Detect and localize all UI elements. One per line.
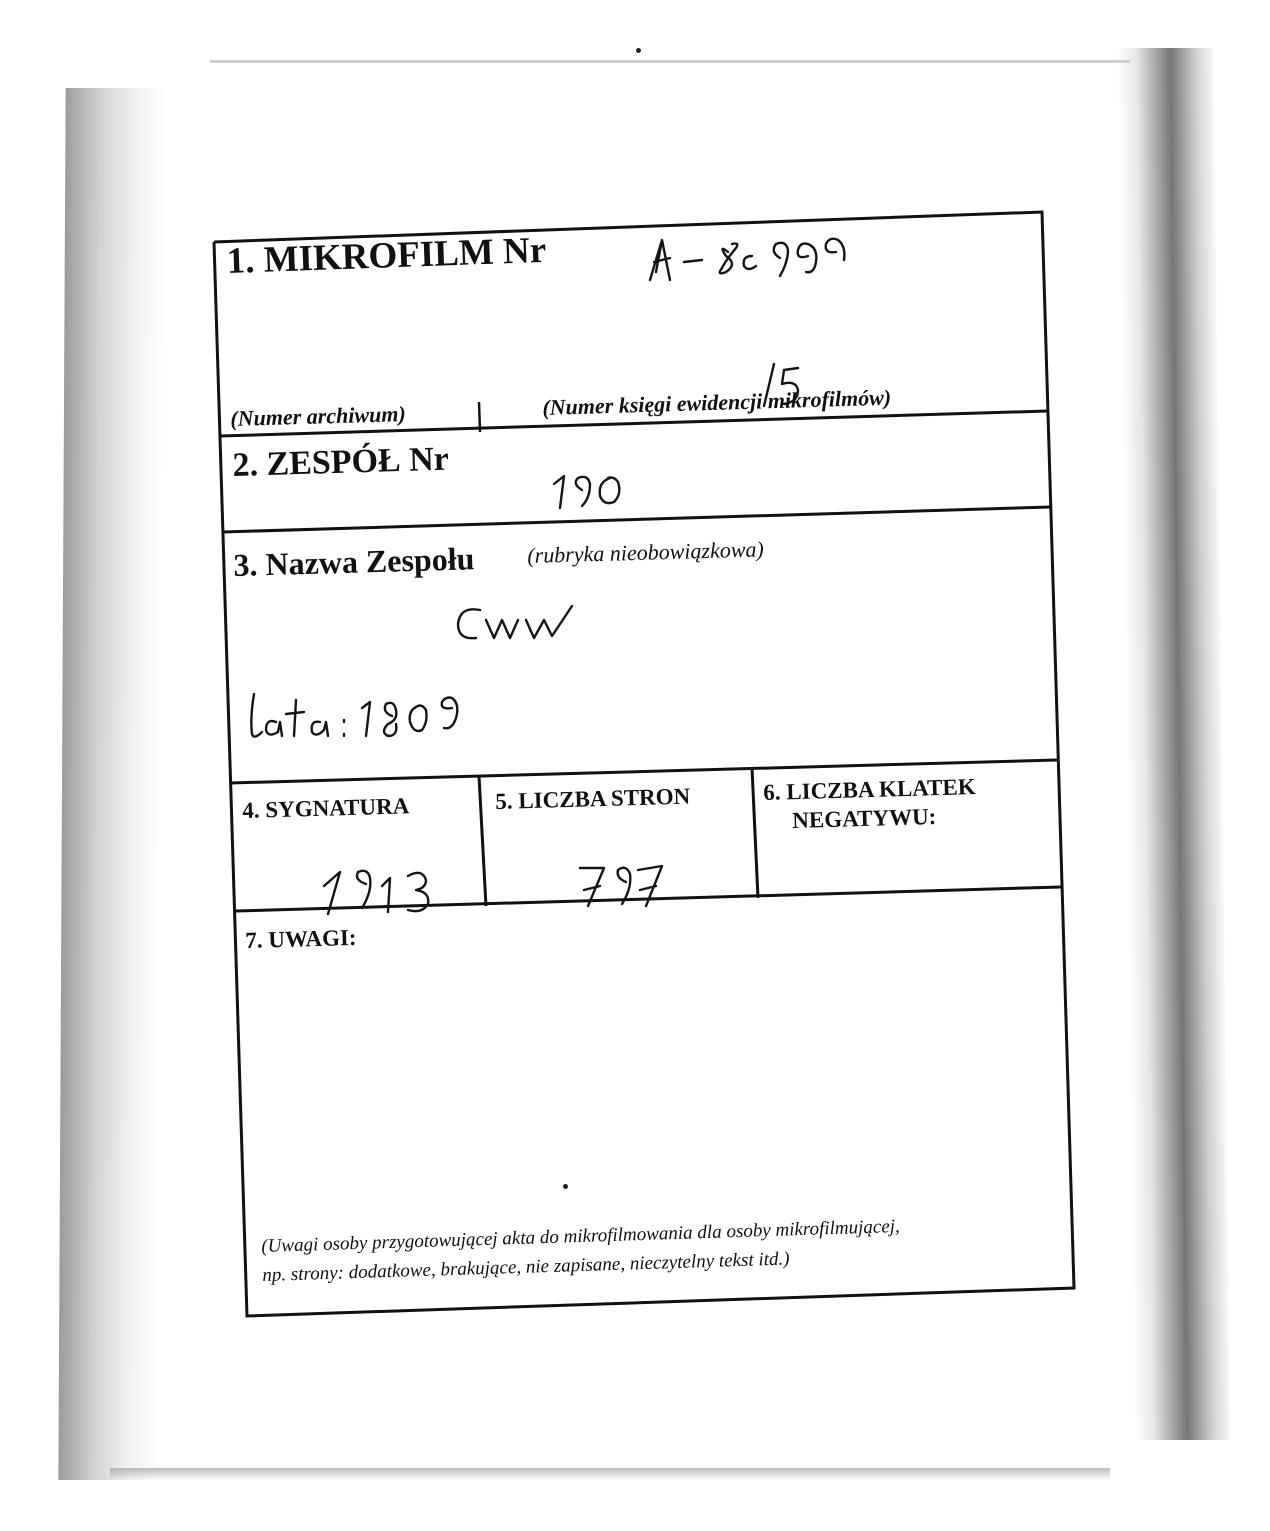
handwritten-years (240, 688, 470, 748)
field4-label: 4. SYGNATURA (242, 793, 410, 823)
field7-footnote-line2: np. strony: dodatkowe, brakujące, nie zapisane, nieczytelny tekst itd.) (262, 1248, 790, 1286)
field6-label-line2: NEGATYWU: (792, 803, 937, 833)
handwritten-ledger-number (760, 360, 820, 414)
scan-speck (563, 1184, 568, 1189)
handwritten-zespol-name (450, 598, 580, 658)
handwritten-liczba-stron (574, 858, 674, 914)
scan-speck (636, 48, 641, 53)
field6-label-line1: 6. LICZBA KLATEK (763, 774, 977, 805)
numer-ksiegi-label: (Numer księgi ewidencji mikrofilmów) (542, 384, 892, 420)
field3-note: (rubryka nieobowiązkowa) (527, 536, 765, 568)
field7-label: 7. UWAGI: (245, 924, 357, 953)
field7-footnote-line1: (Uwagi osoby przygotowującej akta do mikrofilmowania dla osoby mikrofilmującej, (261, 1215, 901, 1257)
handwritten-zespol-number (548, 468, 638, 518)
handwritten-sygnatura (318, 864, 448, 920)
numer-archiwum-label: (Numer archiwum) (230, 401, 407, 431)
field2-label: 2. ZESPÓŁ Nr (232, 440, 450, 484)
field5-label: 5. LICZBA STRON (495, 783, 691, 814)
field3-label: 3. Nazwa Zespołu (233, 540, 475, 583)
field1-label: 1. MIKROFILM Nr (226, 229, 547, 282)
handwritten-microfilm-number (640, 222, 850, 292)
